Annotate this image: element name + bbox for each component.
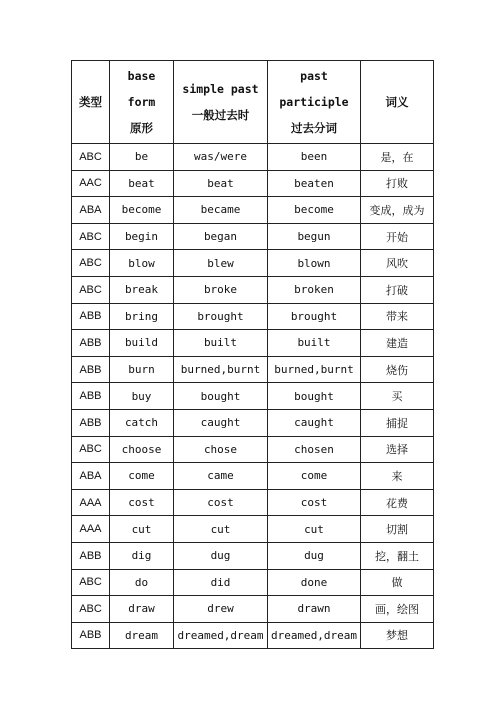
table-row: [72, 409, 434, 436]
cell-base-form: build: [110, 330, 174, 357]
table-row: [72, 622, 434, 649]
cell-base-form: do: [110, 569, 174, 596]
cell-meaning: 风吹: [361, 250, 434, 277]
cell-simple-past: cost: [174, 489, 268, 516]
table-row: [72, 542, 434, 569]
cell-meaning: 梦想: [361, 622, 434, 649]
table-row: [72, 170, 434, 197]
table-row: [72, 569, 434, 596]
cell-past-participle: brought: [268, 303, 361, 330]
cell-meaning: 带来: [361, 303, 434, 330]
header-type: [72, 61, 110, 144]
cell-meaning: 捕捉: [361, 409, 434, 436]
table-row: [72, 144, 434, 171]
cell-meaning: 选择: [361, 436, 434, 463]
header-base-line-1: base: [127, 69, 156, 83]
cell-base-form: dream: [110, 622, 174, 649]
cell-type: ABC: [72, 223, 110, 250]
cell-type: AAC: [72, 170, 110, 197]
header-base-line-3: 原形: [130, 121, 153, 135]
cell-meaning: 挖，翻土: [361, 542, 434, 569]
verb-forms-table: [71, 60, 434, 649]
header-base-line-2: form: [127, 95, 156, 109]
cell-past-participle: beaten: [268, 170, 361, 197]
cell-past-participle: become: [268, 197, 361, 224]
cell-base-form: cost: [110, 489, 174, 516]
cell-base-form: become: [110, 197, 174, 224]
header-simple-past: [174, 61, 268, 144]
cell-past-participle: burned,burnt: [268, 356, 361, 383]
cell-base-form: begin: [110, 223, 174, 250]
cell-type: ABB: [72, 542, 110, 569]
table-row: [72, 276, 434, 303]
table-row: [72, 303, 434, 330]
cell-type: ABB: [72, 622, 110, 649]
cell-past-participle: drawn: [268, 596, 361, 623]
cell-simple-past: brought: [174, 303, 268, 330]
cell-meaning: 画，绘图: [361, 596, 434, 623]
table-row: [72, 516, 434, 543]
cell-base-form: catch: [110, 409, 174, 436]
cell-simple-past: cut: [174, 516, 268, 543]
cell-simple-past: blew: [174, 250, 268, 277]
cell-meaning: 来: [361, 463, 434, 490]
cell-simple-past: chose: [174, 436, 268, 463]
cell-type: ABA: [72, 197, 110, 224]
cell-past-participle: cost: [268, 489, 361, 516]
table-row: [72, 383, 434, 410]
cell-base-form: break: [110, 276, 174, 303]
header-meaning: [361, 61, 434, 144]
cell-type: ABA: [72, 463, 110, 490]
cell-base-form: draw: [110, 596, 174, 623]
cell-past-participle: cut: [268, 516, 361, 543]
cell-simple-past: beat: [174, 170, 268, 197]
table-body: [72, 144, 434, 649]
cell-simple-past: began: [174, 223, 268, 250]
cell-past-participle: caught: [268, 409, 361, 436]
cell-meaning: 买: [361, 383, 434, 410]
cell-simple-past: caught: [174, 409, 268, 436]
cell-base-form: choose: [110, 436, 174, 463]
cell-past-participle: been: [268, 144, 361, 171]
table-header: [72, 61, 434, 144]
cell-type: AAA: [72, 516, 110, 543]
cell-meaning: 打败: [361, 170, 434, 197]
cell-type: AAA: [72, 489, 110, 516]
cell-meaning: 烧伤: [361, 356, 434, 383]
cell-simple-past: came: [174, 463, 268, 490]
cell-simple-past: did: [174, 569, 268, 596]
cell-past-participle: bought: [268, 383, 361, 410]
header-past-participle: [268, 61, 361, 144]
cell-base-form: bring: [110, 303, 174, 330]
cell-past-participle: dug: [268, 542, 361, 569]
cell-base-form: come: [110, 463, 174, 490]
table-row: [72, 596, 434, 623]
header-past-line-1: simple past: [182, 82, 259, 96]
cell-base-form: be: [110, 144, 174, 171]
cell-past-participle: built: [268, 330, 361, 357]
cell-type: ABB: [72, 356, 110, 383]
table-row: [72, 223, 434, 250]
cell-type: ABB: [72, 383, 110, 410]
cell-simple-past: drew: [174, 596, 268, 623]
cell-simple-past: dreamed,dream: [174, 622, 268, 649]
table-row: [72, 489, 434, 516]
table-row: [72, 330, 434, 357]
cell-type: ABC: [72, 144, 110, 171]
cell-meaning: 做: [361, 569, 434, 596]
header-participle-line-1: past: [300, 69, 328, 83]
cell-base-form: burn: [110, 356, 174, 383]
cell-type: ABB: [72, 303, 110, 330]
cell-type: ABC: [72, 276, 110, 303]
cell-past-participle: chosen: [268, 436, 361, 463]
cell-past-participle: come: [268, 463, 361, 490]
header-base-form: [110, 61, 174, 144]
cell-type: ABC: [72, 436, 110, 463]
cell-type: ABC: [72, 596, 110, 623]
cell-meaning: 建造: [361, 330, 434, 357]
header-past-line-2: 一般过去时: [191, 108, 250, 122]
cell-base-form: dig: [110, 542, 174, 569]
table-row: [72, 463, 434, 490]
cell-simple-past: broke: [174, 276, 268, 303]
cell-base-form: blow: [110, 250, 174, 277]
header-row: [72, 61, 434, 144]
header-participle-line-3: 过去分词: [291, 121, 337, 135]
cell-base-form: buy: [110, 383, 174, 410]
header-meaning-label: 词义: [385, 95, 409, 109]
cell-base-form: cut: [110, 516, 174, 543]
cell-simple-past: built: [174, 330, 268, 357]
cell-type: ABB: [72, 409, 110, 436]
cell-meaning: 打破: [361, 276, 434, 303]
cell-meaning: 变成，成为: [361, 197, 434, 224]
header-type-label: 类型: [79, 95, 102, 109]
cell-past-participle: broken: [268, 276, 361, 303]
table-row: [72, 436, 434, 463]
table-row: [72, 356, 434, 383]
cell-past-participle: done: [268, 569, 361, 596]
cell-simple-past: bought: [174, 383, 268, 410]
cell-type: ABC: [72, 569, 110, 596]
cell-meaning: 花费: [361, 489, 434, 516]
cell-simple-past: burned,burnt: [174, 356, 268, 383]
cell-meaning: 开始: [361, 223, 434, 250]
cell-type: ABC: [72, 250, 110, 277]
cell-simple-past: became: [174, 197, 268, 224]
cell-past-participle: blown: [268, 250, 361, 277]
cell-base-form: beat: [110, 170, 174, 197]
cell-meaning: 是，在: [361, 144, 434, 171]
cell-meaning: 切割: [361, 516, 434, 543]
cell-simple-past: was/were: [174, 144, 268, 171]
header-participle-line-2: participle: [279, 95, 349, 109]
cell-past-participle: dreamed,dream: [268, 622, 361, 649]
table-row: [72, 250, 434, 277]
cell-simple-past: dug: [174, 542, 268, 569]
cell-past-participle: begun: [268, 223, 361, 250]
table-row: [72, 197, 434, 224]
cell-type: ABB: [72, 330, 110, 357]
